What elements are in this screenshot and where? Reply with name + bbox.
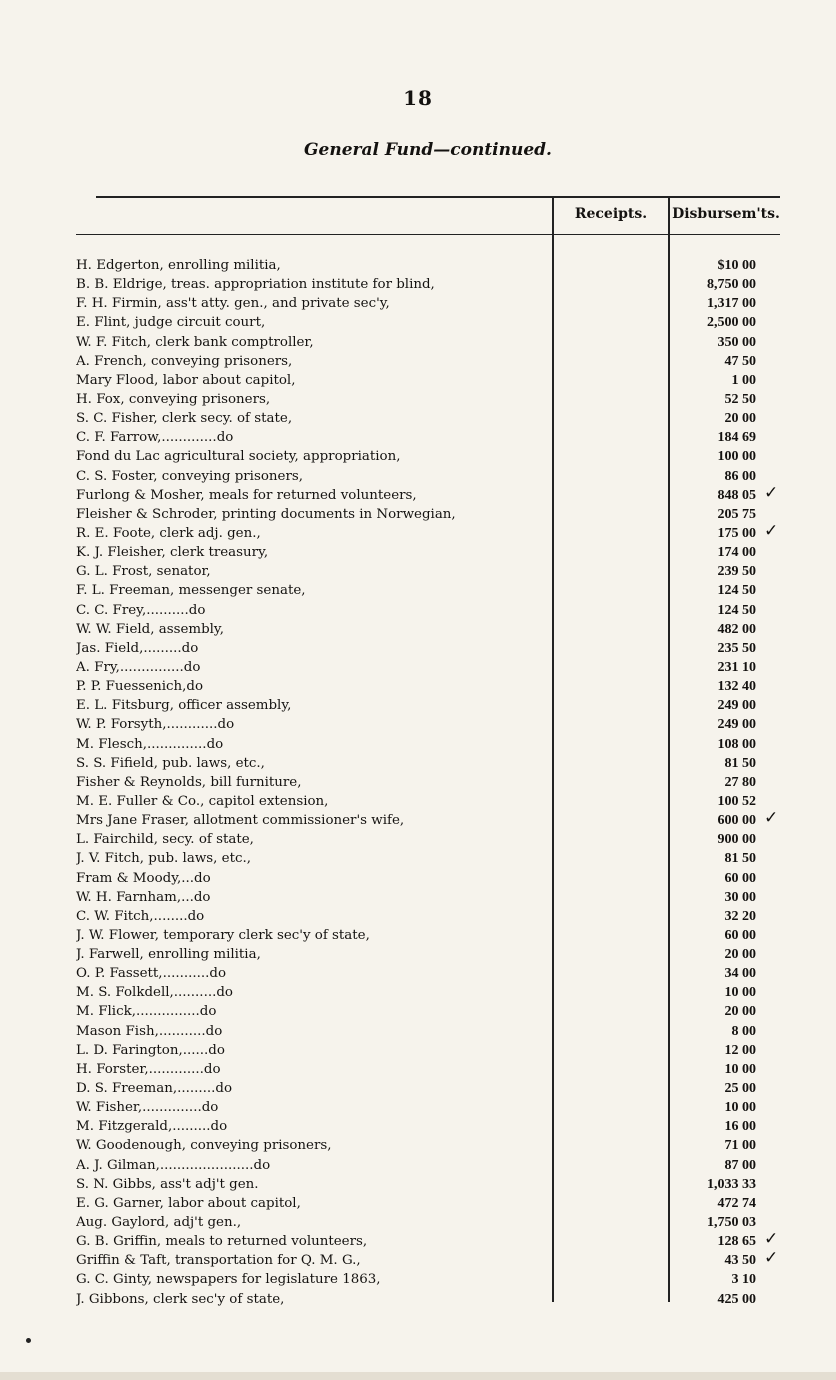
row-disbursement-amount: 32 20 — [724, 908, 756, 924]
row-description: M. Fitzgerald,.........do — [76, 1119, 228, 1135]
row-disbursement-amount: 239 50 — [717, 564, 756, 580]
table-row — [76, 390, 780, 409]
table-row — [76, 352, 780, 371]
row-disbursement-amount: 81 50 — [724, 755, 756, 771]
check-mark-icon: ✓ — [764, 1248, 779, 1269]
row-description: E. L. Fitsburg, officer assembly, — [76, 698, 292, 714]
row-description: M. Flick,...............do — [76, 1004, 217, 1020]
row-description: M. S. Folkdell,..........do — [76, 985, 233, 1001]
ledger-rows — [76, 256, 780, 1309]
row-disbursement-amount: 60 00 — [724, 927, 756, 943]
check-mark-icon: ✓ — [764, 482, 779, 503]
row-description: W. Goodenough, conveying prisoners, — [76, 1138, 332, 1154]
row-disbursement-amount: 184 69 — [717, 430, 756, 446]
row-description: H. Forster,.............do — [76, 1061, 221, 1077]
row-disbursement-amount: 600 00 — [717, 813, 756, 829]
table-row — [76, 926, 780, 945]
row-disbursement-amount: 20 00 — [724, 411, 756, 427]
row-description: Jas. Field,.........do — [76, 640, 199, 656]
table-row — [76, 735, 780, 754]
row-disbursement-amount: 8 00 — [731, 1023, 756, 1039]
row-disbursement-amount: 174 00 — [717, 545, 756, 561]
table-row — [76, 964, 780, 983]
table-row — [76, 888, 780, 907]
row-disbursement-amount: 20 00 — [724, 947, 756, 963]
row-description: W. H. Farnham,...do — [76, 889, 211, 905]
row-description: E. Flint, judge circuit court, — [76, 315, 266, 331]
table-row — [76, 520, 780, 543]
row-description: L. Fairchild, secy. of state, — [76, 832, 254, 848]
check-mark-icon: ✓ — [764, 1229, 779, 1250]
row-disbursement-amount: 10 00 — [724, 1061, 756, 1077]
row-disbursement-amount: 124 50 — [717, 602, 756, 618]
row-disbursement-amount: 100 00 — [717, 449, 756, 465]
table-row — [76, 256, 780, 275]
table-row — [76, 696, 780, 715]
row-description: P. P. Fuessenich,do — [76, 679, 204, 695]
table-row — [76, 1194, 780, 1213]
row-description: C. W. Fitch,........do — [76, 908, 205, 924]
row-disbursement-amount: 47 50 — [724, 353, 756, 369]
row-disbursement-amount: 848 05 — [717, 487, 756, 503]
row-disbursement-amount: $10 00 — [717, 258, 756, 273]
row-disbursement-amount: 12 00 — [724, 1042, 756, 1058]
table-row — [76, 371, 780, 390]
row-description: H. Fox, conveying prisoners, — [76, 391, 271, 407]
row-disbursement-amount: 87 00 — [724, 1157, 756, 1173]
table-row — [76, 1270, 780, 1289]
table-row — [76, 983, 780, 1002]
row-description: G. L. Frost, senator, — [76, 564, 211, 580]
table-row — [76, 754, 780, 773]
row-disbursement-amount: 1,750 03 — [707, 1215, 756, 1231]
row-description: Mary Flood, labor about capitol, — [76, 372, 296, 388]
row-disbursement-amount: 34 00 — [724, 966, 756, 982]
row-description: R. E. Foote, clerk adj. gen., — [76, 525, 261, 541]
row-disbursement-amount: 25 00 — [724, 1081, 756, 1097]
row-disbursement-amount: 472 74 — [717, 1195, 756, 1211]
row-disbursement-amount: 1 00 — [731, 372, 756, 388]
row-disbursement-amount: 52 50 — [724, 391, 756, 407]
row-description: C. S. Foster, conveying prisoners, — [76, 468, 303, 484]
table-row — [76, 1136, 780, 1155]
row-description: W. Fisher,..............do — [76, 1100, 219, 1116]
ink-dot — [26, 1338, 31, 1343]
table-row — [76, 1041, 780, 1060]
table-row — [76, 447, 780, 466]
row-description: Griffin & Taft, transportation for Q. M. G., — [76, 1253, 361, 1269]
table-row — [76, 1248, 780, 1270]
row-disbursement-amount: 249 00 — [717, 717, 756, 733]
table-row — [76, 1290, 780, 1309]
row-description: E. G. Garner, labor about capitol, — [76, 1195, 301, 1211]
row-description: B. B. Eldrige, treas. appropriation institute for blind, — [76, 277, 435, 293]
row-description: C. F. Farrow,.............do — [76, 430, 234, 446]
row-description: F. L. Freeman, messenger senate, — [76, 583, 306, 599]
row-disbursement-amount: 128 65 — [717, 1234, 756, 1250]
row-description: W. F. Fitch, clerk bank comptroller, — [76, 334, 314, 350]
table-row — [76, 830, 780, 849]
table-row — [76, 715, 780, 734]
row-disbursement-amount: 27 80 — [724, 774, 756, 790]
row-disbursement-amount: 249 00 — [717, 698, 756, 714]
table-row — [76, 945, 780, 964]
row-disbursement-amount: 60 00 — [724, 870, 756, 886]
row-description: Mason Fish,...........do — [76, 1023, 223, 1039]
row-description: H. Edgerton, enrolling militia, — [76, 258, 281, 273]
row-description: S. N. Gibbs, ass't adj't gen. — [76, 1176, 259, 1192]
row-disbursement-amount: 43 50 — [724, 1253, 756, 1269]
row-description: K. J. Fleisher, clerk treasury, — [76, 545, 269, 561]
table-row — [76, 849, 780, 868]
page-title: General Fund—continued. — [304, 140, 552, 160]
table-row — [76, 333, 780, 352]
row-disbursement-amount: 482 00 — [717, 621, 756, 637]
table-row — [76, 1002, 780, 1021]
table-row — [76, 409, 780, 428]
row-disbursement-amount: 1,033 33 — [707, 1176, 756, 1192]
row-disbursement-amount: 81 50 — [724, 851, 756, 867]
table-row — [76, 1117, 780, 1136]
receipts-column-header: Receipts. — [574, 206, 648, 222]
row-description: Fram & Moody,...do — [76, 870, 211, 886]
table-row — [76, 1098, 780, 1117]
table-row — [76, 1022, 780, 1041]
row-description: G. B. Griffin, meals to returned volunteers, — [76, 1234, 368, 1250]
table-row — [76, 1229, 780, 1251]
row-description: F. H. Firmin, ass't atty. gen., and private sec'y, — [76, 296, 390, 312]
row-disbursement-amount: 132 40 — [717, 679, 756, 695]
page-number: 18 — [403, 86, 433, 110]
table-row — [76, 1079, 780, 1098]
table-row — [76, 294, 780, 313]
table-row — [76, 1060, 780, 1079]
row-description: Fleisher & Schroder, printing documents in Norwegian, — [76, 506, 456, 522]
table-row — [76, 1175, 780, 1194]
page-bottom-edge — [0, 1372, 836, 1380]
table-row — [76, 562, 780, 581]
row-description: M. E. Fuller & Co., capitol extension, — [76, 793, 329, 809]
row-description: L. D. Farington,......do — [76, 1042, 225, 1058]
row-disbursement-amount: 10 00 — [724, 1100, 756, 1116]
table-row — [76, 467, 780, 486]
table-row — [76, 1213, 780, 1232]
table-row — [76, 482, 780, 505]
row-description: Furlong & Mosher, meals for returned volunteers, — [76, 487, 417, 503]
row-description: C. C. Frey,..........do — [76, 602, 206, 618]
row-disbursement-amount: 10 00 — [724, 985, 756, 1001]
table-row — [76, 658, 780, 677]
row-description: A. J. Gilman,......................do — [76, 1157, 271, 1173]
row-disbursement-amount: 86 00 — [724, 468, 756, 484]
row-description: A. French, conveying prisoners, — [76, 353, 293, 369]
row-disbursement-amount: 205 75 — [717, 506, 756, 522]
row-disbursement-amount: 30 00 — [724, 889, 756, 905]
row-description: D. S. Freeman,.........do — [76, 1081, 233, 1097]
row-description: W. W. Field, assembly, — [76, 621, 224, 637]
table-row — [76, 639, 780, 658]
table-row — [76, 907, 780, 926]
row-description: Fisher & Reynolds, bill furniture, — [76, 774, 302, 790]
row-description: M. Flesch,..............do — [76, 736, 224, 752]
row-disbursement-amount: 2,500 00 — [707, 315, 756, 331]
row-disbursement-amount: 3 10 — [731, 1272, 756, 1288]
table-row — [76, 773, 780, 792]
row-description: J. Farwell, enrolling militia, — [76, 947, 261, 963]
row-description: Fond du Lac agricultural society, appropriation, — [76, 449, 401, 465]
row-description: J. W. Flower, temporary clerk sec'y of state, — [76, 927, 370, 943]
row-disbursement-amount: 175 00 — [717, 525, 756, 541]
row-description: O. P. Fassett,...........do — [76, 966, 227, 982]
row-disbursement-amount: 350 00 — [717, 334, 756, 350]
row-disbursement-amount: 900 00 — [717, 832, 756, 848]
table-row — [76, 792, 780, 811]
table-row — [76, 1156, 780, 1175]
table-row — [76, 581, 780, 600]
header-rule — [76, 234, 780, 235]
row-disbursement-amount: 425 00 — [717, 1291, 756, 1307]
table-row — [76, 543, 780, 562]
row-description: G. C. Ginty, newspapers for legislature 1863, — [76, 1272, 381, 1288]
check-mark-icon: ✓ — [764, 520, 779, 541]
table-row — [76, 677, 780, 696]
table-row — [76, 620, 780, 639]
table-row — [76, 428, 780, 447]
row-description: Mrs Jane Fraser, allotment commissioner's wife, — [76, 813, 405, 829]
row-description: S. C. Fisher, clerk secy. of state, — [76, 411, 293, 427]
disbursements-column-header: Disbursem'ts. — [672, 206, 780, 222]
row-disbursement-amount: 1,317 00 — [707, 296, 756, 312]
table-row — [76, 313, 780, 332]
table-row — [76, 275, 780, 294]
row-disbursement-amount: 231 10 — [717, 659, 756, 675]
check-mark-icon: ✓ — [764, 808, 779, 829]
row-disbursement-amount: 108 00 — [717, 736, 756, 752]
row-disbursement-amount: 20 00 — [724, 1004, 756, 1020]
table-row — [76, 601, 780, 620]
row-disbursement-amount: 71 00 — [724, 1138, 756, 1154]
row-description: J. Gibbons, clerk sec'y of state, — [76, 1291, 285, 1307]
row-disbursement-amount: 16 00 — [724, 1119, 756, 1135]
top-rule — [96, 196, 780, 198]
row-description: A. Fry,...............do — [76, 659, 201, 675]
row-disbursement-amount: 100 52 — [717, 793, 756, 809]
table-row — [76, 808, 780, 830]
row-disbursement-amount: 124 50 — [717, 583, 756, 599]
table-row — [76, 505, 780, 524]
row-description: W. P. Forsyth,............do — [76, 717, 235, 733]
row-description: J. V. Fitch, pub. laws, etc., — [76, 851, 251, 867]
row-description: Aug. Gaylord, adj't gen., — [76, 1215, 242, 1231]
row-disbursement-amount: 235 50 — [717, 640, 756, 656]
row-description: S. S. Fifield, pub. laws, etc., — [76, 755, 265, 771]
row-disbursement-amount: 8,750 00 — [707, 277, 756, 293]
table-row — [76, 869, 780, 888]
